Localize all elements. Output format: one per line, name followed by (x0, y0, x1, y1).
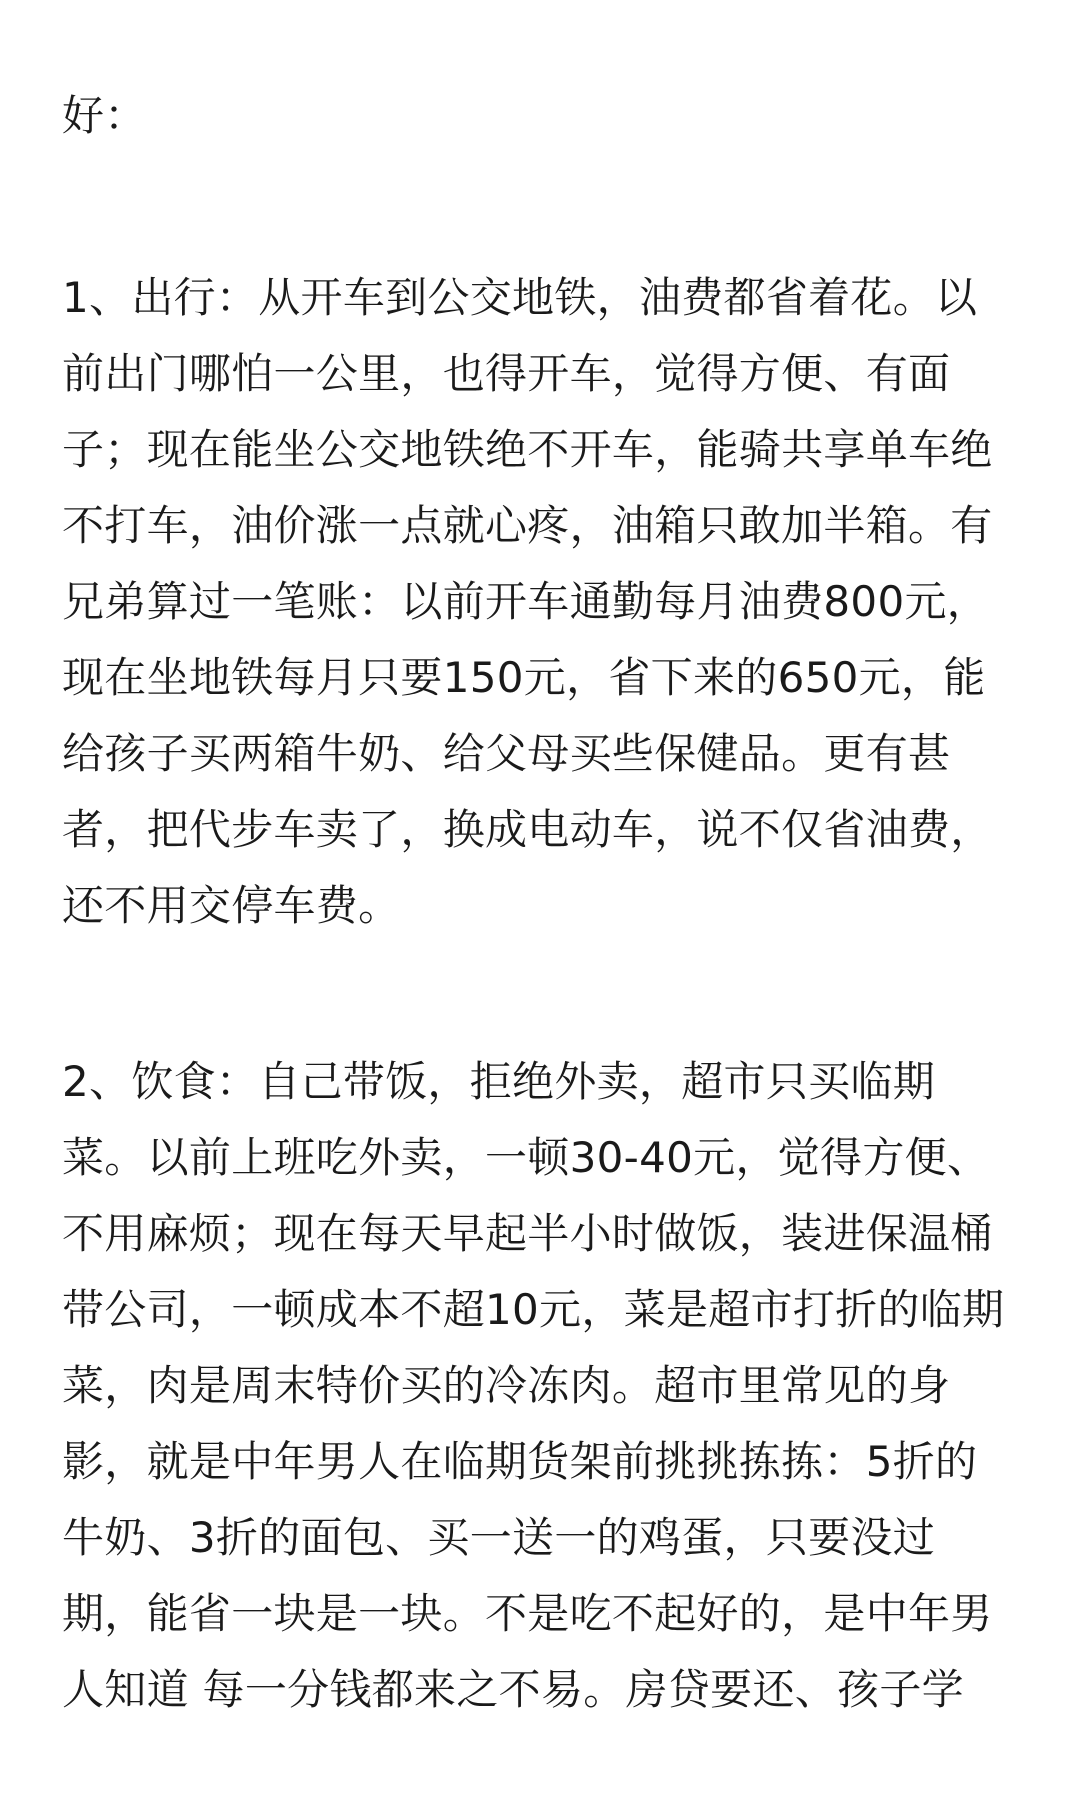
paragraph-line: 者，把代步车卖了，换成电动车，说不仅省油费， (62, 805, 993, 854)
paragraph-line: 2、饮食：自己带饭，拒绝外卖，超市只买临期 (62, 1057, 936, 1106)
paragraph-line: 子；现在能坐公交地铁绝不开车，能骑共享单车绝 (62, 425, 993, 474)
paragraph-line: 带公司，一顿成本不超10元，菜是超市打折的临期 (62, 1285, 1005, 1334)
paragraph-line: 菜。以前上班吃外卖，一顿30-40元，觉得方便、 (62, 1133, 990, 1182)
paragraph-line: 不打车，油价涨一点就心疼，油箱只敢加半箱。有 (62, 501, 993, 550)
paragraph-line: 现在坐地铁每月只要150元，省下来的650元，能 (62, 653, 986, 702)
paragraph-line: 1、出行：从开车到公交地铁，油费都省着花。以 (62, 273, 978, 322)
paragraph-line: 人知道 每一分钱都来之不易。房贷要还、孩子学 (62, 1665, 964, 1714)
paragraph-line: 期，能省一块是一块。不是吃不起好的，是中年男 (62, 1589, 993, 1638)
paragraph-line: 影，就是中年男人在临期货架前挑挑拣拣：5折的 (62, 1437, 978, 1486)
paragraph-line: 不用麻烦；现在每天早起半小时做饭，装进保温桶 (62, 1209, 993, 1258)
paragraph-line: 前出门哪怕一公里，也得开车，觉得方便、有面 (62, 349, 951, 398)
intro-text: 好： (62, 91, 147, 140)
paragraph-travel (62, 260, 1022, 944)
paragraph-line: 牛奶、3折的面包、买一送一的鸡蛋，只要没过 (62, 1513, 936, 1562)
paragraph-line: 兄弟算过一笔账：以前开车通勤每月油费800元， (62, 577, 990, 626)
paragraph-line: 还不用交停车费。 (62, 881, 401, 930)
paragraph-food (62, 1044, 1022, 1728)
paragraph-line: 菜，肉是周末特价买的冷冻肉。超市里常见的身 (62, 1361, 951, 1410)
paragraph-line: 给孩子买两箱牛奶、给父母买些保健品。更有甚 (62, 729, 951, 778)
